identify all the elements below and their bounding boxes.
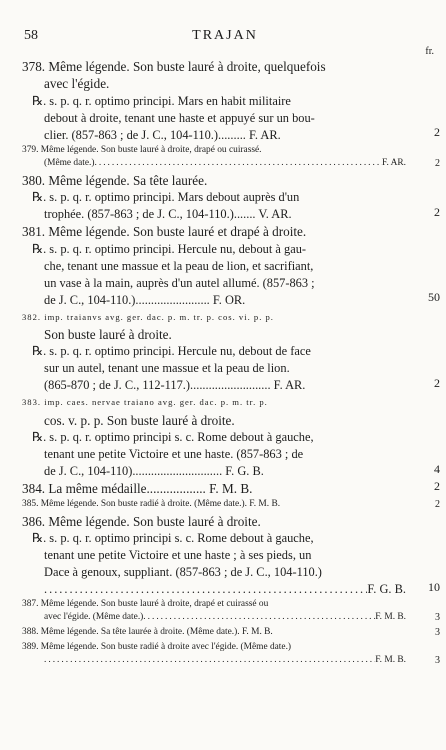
entry-mark: F. M. B. — [375, 612, 406, 623]
entry-text: avec l'égide. — [44, 76, 110, 92]
entry-text: avec l'égide. (Même date.) — [44, 612, 144, 623]
entry-text: (Même date.) — [44, 157, 95, 168]
price: 2 — [434, 376, 440, 391]
reverse-text: un vase à la main, auprès d'un autel allumé. (857-863 ; — [44, 275, 315, 290]
reverse-text: de J. C., 104-110)............................. F. G. B. — [44, 464, 264, 479]
price: 2 — [434, 479, 440, 494]
reverse-mark: F. G. B. — [367, 582, 406, 597]
entry-384 — [22, 479, 440, 497]
entry-386 — [22, 513, 440, 598]
reverse-text: debout à droite, tenant une haste et appuyé sur un bou- — [44, 110, 315, 125]
price: 10 — [428, 579, 440, 594]
reverse-text: ℞. s. p. q. r. optimo principi. Mars debout auprès d'un — [32, 190, 300, 205]
price: 3 — [435, 655, 440, 667]
entry-text: 384. La même médaille.................. F. M. B. — [22, 481, 253, 497]
reverse-text: ℞. s. p. q. r. optimo principi s. c. Rome debout à gauche, — [32, 531, 314, 546]
entry-text: cos. v. p. p. Son buste lauré à droite. — [44, 412, 235, 428]
entry-text: 386. Même légende. Son buste lauré à droite. — [22, 513, 261, 529]
entry-388 — [22, 626, 440, 639]
reverse-text: ℞. s. p. q. r. optimo principi s. c. Rome debout à gauche, — [32, 430, 314, 445]
page-number: 58 — [24, 28, 38, 43]
entry-text: 379. Même légende. Son buste lauré à droite, drapé ou cuirassé. — [22, 144, 262, 155]
column-label: fr. — [425, 46, 434, 57]
price: 2 — [435, 157, 440, 169]
entry-387 — [22, 598, 440, 624]
reverse-text: tenant une petite Victoire et une haste ; à ses pieds, un — [44, 548, 312, 563]
entry-text: 389. Même légende. Son buste radié à droite avec l'égide. (Même date.) — [22, 642, 292, 653]
entry-text: Son buste lauré à droite. — [44, 327, 172, 343]
page-title: TRAJAN — [192, 28, 258, 43]
reverse-text: (865-870 ; de J. C., 112-117.).......................... F. AR. — [44, 378, 306, 393]
entry-text: 383. imp. caes. nervae traiano avg. ger. dac. p. m. tr. p. — [22, 397, 268, 408]
reverse-text: sur un autel, tenant une massue et la peau de lion. — [44, 361, 290, 376]
entry-text: 381. Même légende. Son buste lauré et drapé à droite. — [22, 224, 307, 240]
price: 4 — [434, 461, 440, 476]
entry-text: 380. Même légende. Sa tête laurée. — [22, 172, 208, 188]
reverse-text: ℞. s. p. q. r. optimo principi. Mars en habit militaire — [32, 93, 291, 108]
entry-text: 388. Même légende. Sa tête laurée à droite. (Même date.). F. M. B. — [22, 627, 273, 638]
reverse-text: ℞. s. p. q. r. optimo principi. Hercule nu, debout de face — [32, 344, 311, 359]
reverse-text: tenant une petite Victoire et une haste. (857-863 ; de — [44, 447, 304, 462]
entry-380 — [22, 172, 440, 223]
entry-389 — [22, 641, 440, 667]
entry-381 — [22, 223, 440, 308]
entry-text: 385. Même légende. Son buste radié à droite. (Même date.). F. M. B. — [22, 498, 281, 509]
price: 3 — [435, 612, 440, 624]
reverse-text: ℞. s. p. q. r. optimo principi. Hercule nu, debout à gau- — [32, 241, 307, 256]
entry-mark: F. AR. — [382, 157, 406, 168]
entry-383 — [22, 394, 440, 480]
entry-385 — [22, 498, 440, 511]
reverse-text: che, tenant une massue et la peau de lion, et sacrifiant, — [44, 258, 314, 273]
entry-text: 382. imp. traianvs avg. ger. dac. p. m. tr. p. cos. vi. p. p. — [22, 311, 274, 322]
price: 50 — [428, 290, 440, 305]
entry-text: 387. Même légende. Son buste lauré à droite, drapé et cuirassé ou — [22, 599, 269, 610]
entry-378 — [22, 58, 440, 144]
entry-text: 378. Même légende. Son buste lauré à droite, quelquefois — [22, 59, 326, 74]
price: 3 — [435, 627, 440, 639]
page-header — [24, 28, 426, 48]
reverse-text: trophée. (857-863 ; de J. C., 104-110.)....... V. AR. — [44, 207, 292, 222]
price: 2 — [434, 204, 440, 219]
catalogue-entries — [22, 58, 440, 667]
entry-382 — [22, 309, 440, 395]
entry-mark: F. M. B. — [375, 655, 406, 666]
entry-379 — [22, 144, 440, 170]
price: 2 — [435, 498, 440, 510]
reverse-text: de J. C., 104-110.)........................ F. OR. — [44, 292, 246, 307]
reverse-text: clier. (857-863 ; de J. C., 104-110.)......... F. AR. — [44, 127, 281, 142]
reverse-text: Dace à genoux, suppliant. (857-863 ; de J. C., 104-110.) — [44, 565, 322, 580]
price: 2 — [434, 125, 440, 140]
